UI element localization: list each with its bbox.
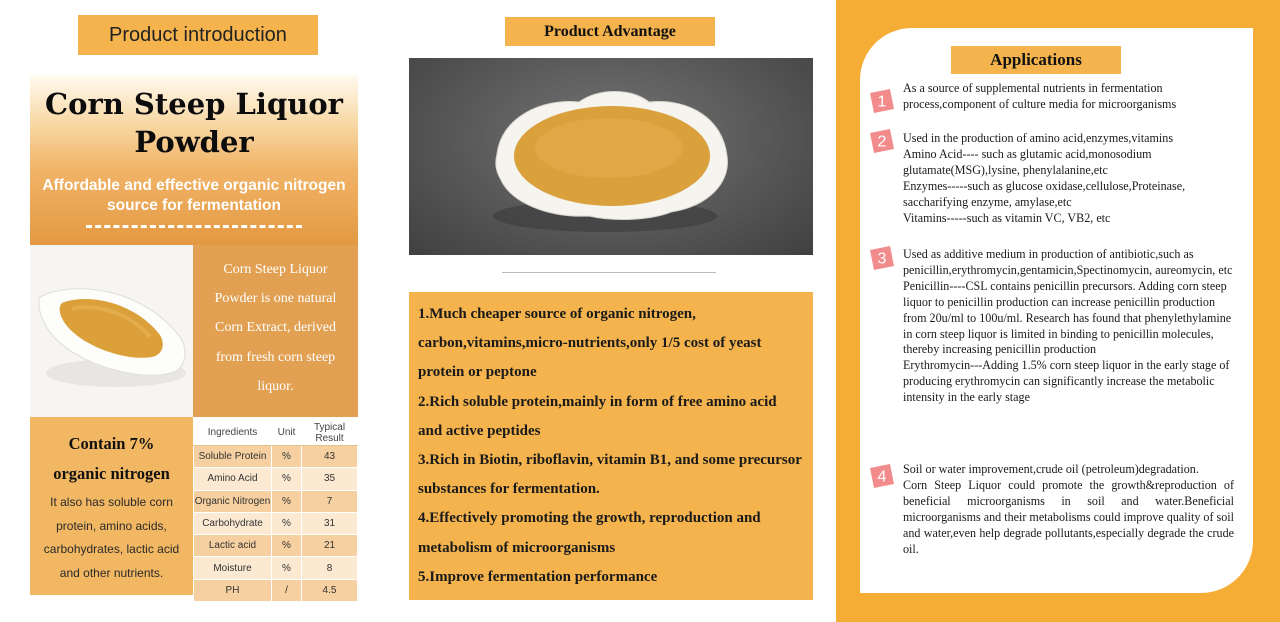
intro-description-panel (193, 245, 358, 417)
application-item-2 (903, 131, 1234, 226)
unit-cell: / (272, 579, 302, 601)
powder-leaf-dish-image (30, 245, 193, 417)
table-row (194, 535, 358, 557)
header-ingredients: Ingredients (194, 420, 272, 446)
header-typical-result: Typical Result (302, 420, 358, 446)
unit-cell: % (272, 468, 302, 490)
ingredient-cell: Soluble Protein (194, 446, 272, 468)
value-cell: 7 (302, 490, 358, 512)
advantage-item: 2.Rich soluble protein,mainly in form of free amino acid and active peptides (418, 393, 777, 439)
advantage-item: 3.Rich in Biotin, riboflavin, vitamin B1, and some precursor substances for fermentation. (418, 452, 802, 498)
ingredient-cell: Amino Acid (194, 468, 272, 490)
value-cell: 4.5 (302, 579, 358, 601)
application-line: Enzymes-----such as glucose oxidase,cellulose,Proteinase, saccharifying enzyme, amylase,etc (903, 178, 1186, 209)
application-line: Vitamins-----such as vitamin VC, VB2, etc (903, 210, 1111, 225)
product-title-line2: Powder (134, 125, 254, 159)
table-header-row (194, 420, 358, 446)
application-line: Used as additive medium in production of antibiotic,such as penicillin,erythromycin,gentamicin,Spectinomycin, aureomycin, etc (903, 247, 1233, 277)
application-line: Amino Acid---- such as glutamic acid,monosodium glutamate(MSG),lysine, phenylalanine,etc (903, 146, 1152, 177)
product-title (30, 85, 358, 161)
unit-cell: % (272, 557, 302, 579)
table-row (194, 490, 358, 512)
advantage-divider (502, 272, 716, 273)
value-cell: 35 (302, 468, 358, 490)
advantage-list (409, 292, 813, 600)
number-2-badge-icon (868, 127, 896, 155)
number-4-badge-icon (868, 462, 896, 490)
table-row (194, 557, 358, 579)
application-item-3 (903, 247, 1234, 406)
unit-cell: % (272, 446, 302, 468)
value-cell: 21 (302, 535, 358, 557)
advantage-item: 5.Improve fermentation performance (418, 568, 658, 585)
powder-plate-image (409, 58, 813, 255)
applications-tab: Applications (951, 46, 1121, 74)
advantage-item: 1.Much cheaper source of organic nitrogen, carbon,vitamins,micro-nutrients,only 1/5 cost of yeast protein or peptone (418, 306, 762, 381)
ingredients-table (193, 419, 358, 602)
application-line: Penicillin----CSL contains penicillin precursors. Adding corn steep liquor to penicillin production can increase penicillin production from 20u/ml to 100u/ml. Research has found that phenylethylamine in corn steep liquor is limited in binding to penicillin molecules, thereby increasing penicillin production (903, 278, 1232, 357)
value-cell: 31 (302, 512, 358, 534)
product-introduction-tab: Product introduction (78, 15, 318, 55)
dashed-divider (86, 225, 302, 228)
nitrogen-summary (30, 417, 193, 595)
ingredient-cell: Carbohydrate (194, 512, 272, 534)
unit-cell: % (272, 512, 302, 534)
value-cell: 8 (302, 557, 358, 579)
product-advantage-tab: Product Advantage (505, 17, 715, 46)
application-item-1 (903, 81, 1234, 113)
badge-number: 3 (877, 250, 887, 268)
number-3-badge-icon (868, 244, 896, 272)
product-subtitle: Affordable and effective organic nitrogen source for fermentation (42, 177, 346, 214)
advantage-item: 4.Effectively promoting the growth, reproduction and metabolism of microorganisms (418, 510, 761, 556)
table-row (194, 579, 358, 601)
table-row (194, 468, 358, 490)
header-unit: Unit (272, 420, 302, 446)
number-1-badge-icon (868, 87, 896, 115)
nitrogen-heading-line1: Contain 7% (68, 434, 155, 453)
nitrogen-heading-line2: organic nitrogen (53, 464, 170, 483)
application-item-4 (903, 462, 1234, 557)
application-line: Erythromycin---Adding 1.5% corn steep liquor in the early stage of producing erythromycin can significantly increase the metabolic intensity in the early stage (903, 358, 1230, 405)
intro-description: Corn Steep Liquor Powder is one natural Corn Extract, derived from fresh corn steep liquor. (214, 262, 337, 394)
ingredient-cell: Lactic acid (194, 535, 272, 557)
application-line: Soil or water improvement,crude oil (petroleum)degradation. (903, 462, 1199, 476)
application-line: As a source of supplemental nutrients in fermentation process,component of culture media for microorganisms (903, 81, 1177, 111)
badge-number: 2 (877, 133, 887, 151)
unit-cell: % (272, 490, 302, 512)
unit-cell: % (272, 535, 302, 557)
badge-number: 1 (877, 93, 887, 111)
ingredient-cell: Moisture (194, 557, 272, 579)
table-row (194, 446, 358, 468)
badge-number: 4 (877, 468, 887, 486)
intro-hero (30, 75, 358, 245)
value-cell: 43 (302, 446, 358, 468)
nitrogen-body: It also has soluble corn protein, amino acids, carbohydrates, lactic acid and other nutrients. (43, 495, 180, 580)
application-line: Used in the production of amino acid,enzymes,vitamins (903, 131, 1174, 145)
table-row (194, 512, 358, 534)
application-line: Corn Steep Liquor could promote the growth&reproduction of beneficial microorganisms in soil and water.Beneficial microorganisms and their metabolisms could improve quality of soil and water,even help degrade pollutants,especially degrade the crude oil. (903, 477, 1234, 556)
ingredient-cell: PH (194, 579, 272, 601)
product-title-line1: Corn Steep Liquor (45, 87, 343, 121)
ingredient-cell: Organic Nitrogen (194, 490, 272, 512)
